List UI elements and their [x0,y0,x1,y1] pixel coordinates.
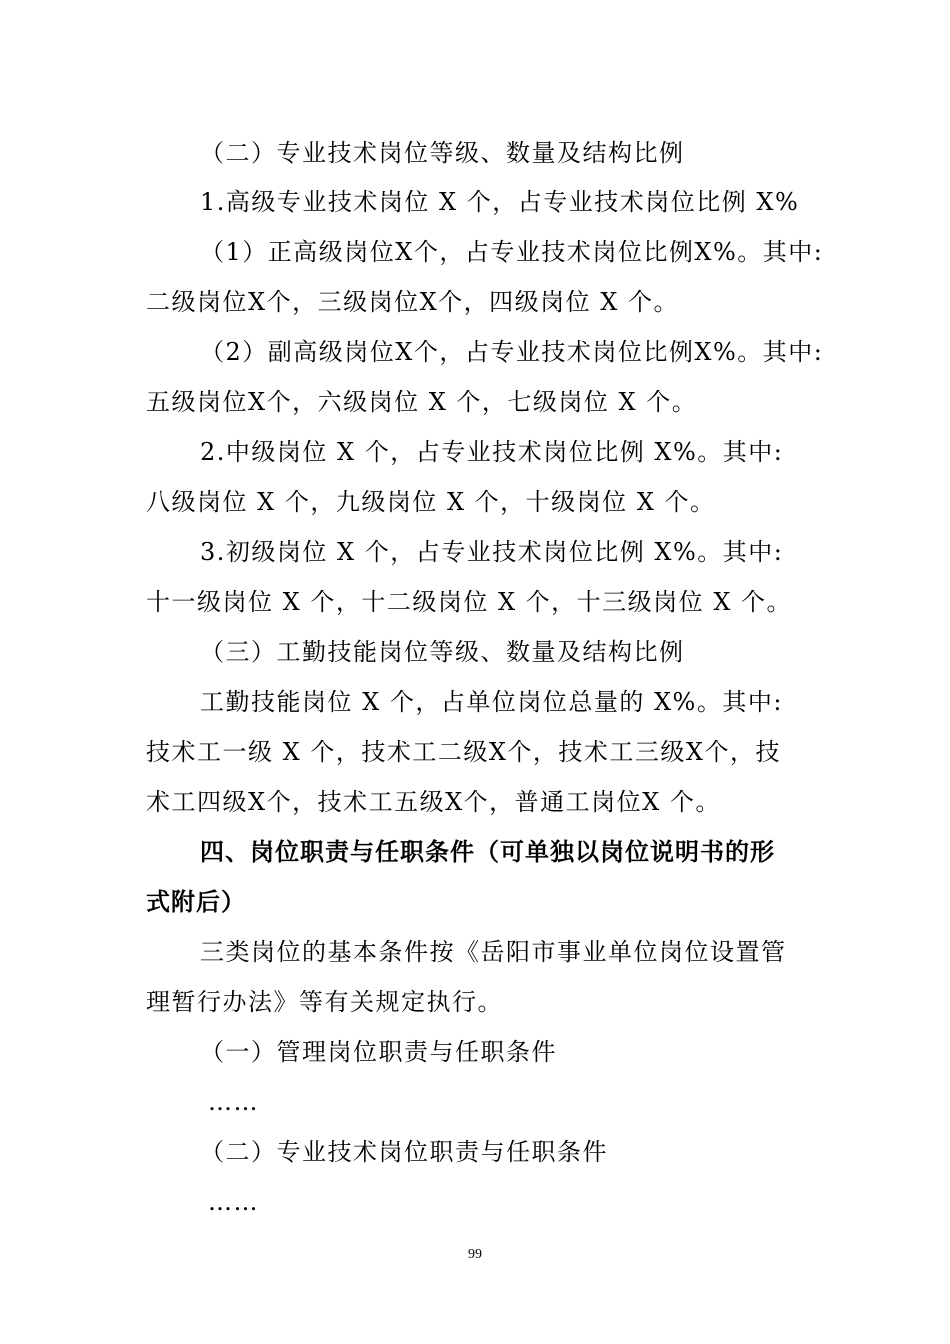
section-heading-management-duties: （一）管理岗位职责与任职条件 [200,1038,557,1066]
paragraph-worker-skill-positions-cont: 技术工一级 X 个，技术工二级X个，技术工三级X个，技 [146,738,782,766]
ellipsis-placeholder: …… [208,1088,259,1116]
paragraph-basic-conditions: 三类岗位的基本条件按《岳阳市事业单位岗位设置管 [200,938,787,966]
section-heading-worker-skill-levels: （三）工勤技能岗位等级、数量及结构比例 [200,638,685,666]
paragraph-worker-skill-positions-cont2: 术工四级X个，技术工五级X个，普通工岗位X 个。 [146,788,721,816]
paragraph-deputy-senior-positions: （2）副高级岗位X个，占专业技术岗位比例X%。其中: [200,338,824,366]
paragraph-worker-skill-positions: 工勤技能岗位 X 个，占单位岗位总量的 X%。其中: [200,688,783,716]
paragraph-junior-positions: 3.初级岗位 X 个，占专业技术岗位比例 X%。其中: [200,538,784,566]
section-heading-professional-technical-levels: （二）专业技术岗位等级、数量及结构比例 [200,139,685,167]
paragraph-full-senior-positions-cont: 二级岗位X个，三级岗位X个，四级岗位 X 个。 [146,288,680,316]
paragraph-intermediate-positions: 2.中级岗位 X 个，占专业技术岗位比例 X%。其中: [200,438,784,466]
chapter-heading-duties-and-qualifications: 四、岗位职责与任职条件（可单独以岗位说明书的形 [200,838,775,866]
paragraph-intermediate-positions-cont: 八级岗位 X 个，九级岗位 X 个，十级岗位 X 个。 [146,488,716,516]
page-number: 99 [468,1247,482,1262]
paragraph-junior-positions-cont: 十一级岗位 X 个，十二级岗位 X 个，十三级岗位 X 个。 [146,588,793,616]
paragraph-full-senior-positions: （1）正高级岗位X个，占专业技术岗位比例X%。其中: [200,238,824,266]
section-heading-professional-duties: （二）专业技术岗位职责与任职条件 [200,1138,608,1166]
paragraph-basic-conditions-cont: 理暂行办法》等有关规定执行。 [146,988,503,1016]
ellipsis-placeholder: …… [208,1188,259,1216]
paragraph-senior-positions: 1.高级专业技术岗位 X 个，占专业技术岗位比例 X% [200,188,800,216]
paragraph-deputy-senior-positions-cont: 五级岗位X个，六级岗位 X 个，七级岗位 X 个。 [146,388,698,416]
chapter-heading-duties-and-qualifications-cont: 式附后） [146,888,246,916]
